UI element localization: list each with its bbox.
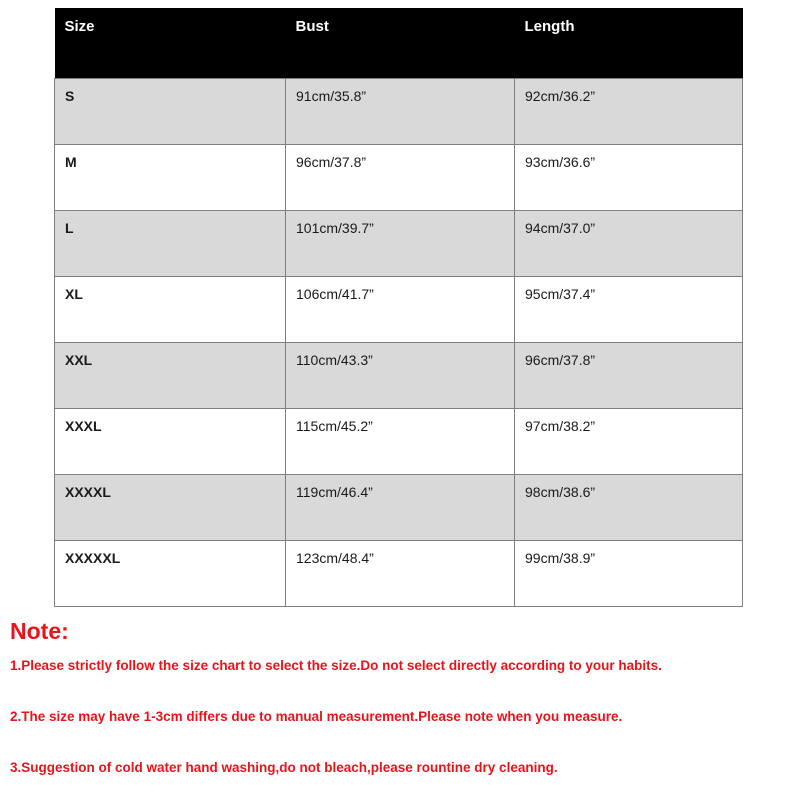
size-cell: XL [55, 276, 286, 342]
bust-cell: 123cm/48.4” [286, 540, 515, 606]
size-cell: XXXXXL [55, 540, 286, 606]
size-cell: XXXL [55, 408, 286, 474]
size-chart-table [54, 8, 743, 607]
bust-cell: 119cm/46.4” [286, 474, 515, 540]
table-row [55, 408, 743, 474]
length-cell: 97cm/38.2” [515, 408, 743, 474]
size-cell: S [55, 78, 286, 144]
length-cell: 96cm/37.8” [515, 342, 743, 408]
length-cell: 94cm/37.0” [515, 210, 743, 276]
size-cell: M [55, 144, 286, 210]
table-row [55, 78, 743, 144]
header-bust: Bust [295, 18, 329, 35]
note-line-2: 2.The size may have 1-3cm differs due to manual measurement.Please note when you measure. [10, 709, 623, 724]
bust-cell: 96cm/37.8” [286, 144, 515, 210]
header-row [55, 8, 743, 78]
note-line-1: 1.Please strictly follow the size chart to select the size.Do not select directly according to your habits. [10, 658, 662, 673]
length-cell: 95cm/37.4” [515, 276, 743, 342]
bust-cell: 106cm/41.7” [286, 276, 515, 342]
size-cell: XXXXL [55, 474, 286, 540]
table-row [55, 540, 743, 606]
table-row [55, 210, 743, 276]
table-row [55, 276, 743, 342]
table-body [55, 78, 743, 606]
header-size: Size [64, 18, 95, 35]
length-cell: 99cm/38.9” [515, 540, 743, 606]
bust-cell: 101cm/39.7” [286, 210, 515, 276]
size-cell: L [55, 210, 286, 276]
table-header [55, 8, 743, 78]
length-cell: 92cm/36.2” [515, 78, 743, 144]
bust-cell: 115cm/45.2” [286, 408, 515, 474]
note-title: Note: [10, 618, 69, 644]
table-row [55, 144, 743, 210]
note-line-3: 3.Suggestion of cold water hand washing,do not bleach,please rountine dry cleaning. [10, 760, 558, 775]
bust-cell: 91cm/35.8” [286, 78, 515, 144]
length-cell: 98cm/38.6” [515, 474, 743, 540]
table-row [55, 474, 743, 540]
header-length: Length [524, 18, 575, 35]
bust-cell: 110cm/43.3” [286, 342, 515, 408]
size-cell: XXL [55, 342, 286, 408]
table-row [55, 342, 743, 408]
length-cell: 93cm/36.6” [515, 144, 743, 210]
